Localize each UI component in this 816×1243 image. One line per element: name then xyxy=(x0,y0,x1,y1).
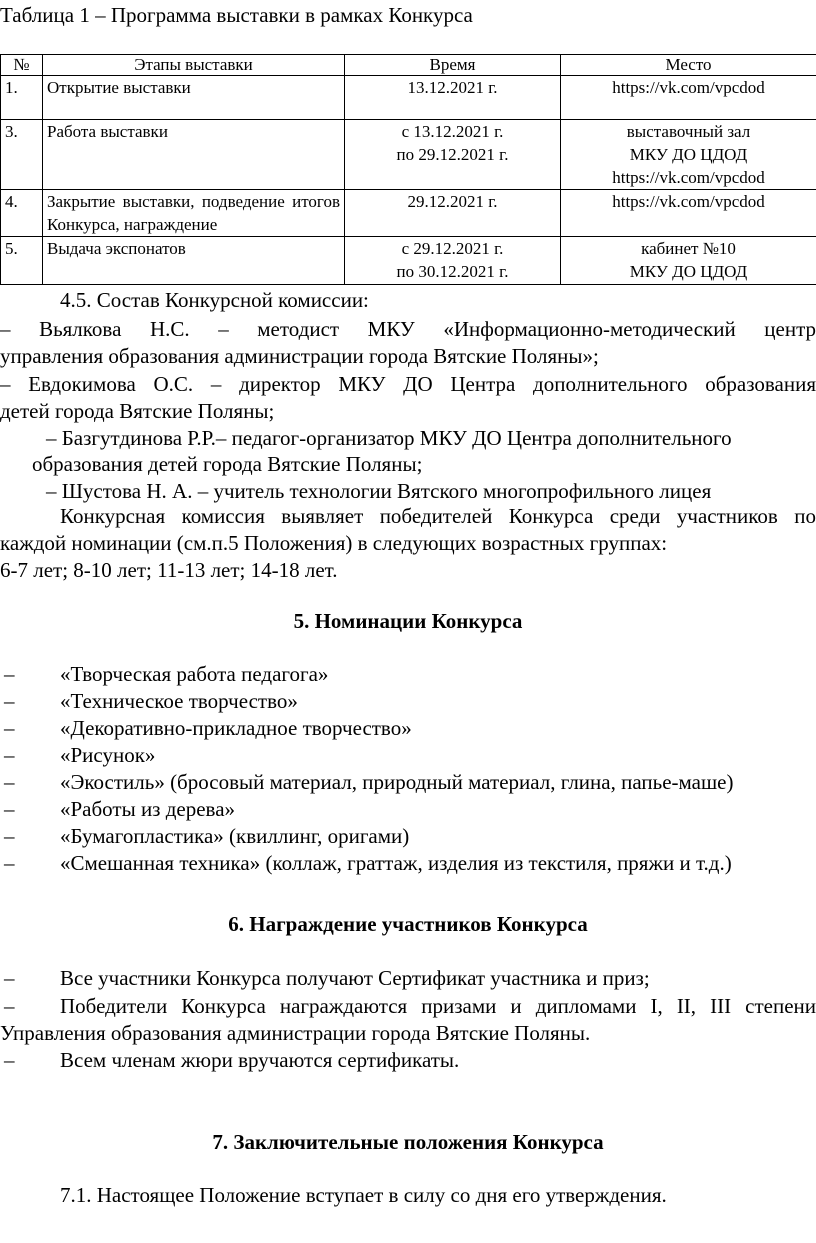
row-place xyxy=(561,237,816,285)
row-stage: Закрытие выставки, подведение итогов Конкурса, награждение xyxy=(43,190,345,237)
row-place xyxy=(561,76,816,120)
header-place: Место xyxy=(561,55,816,76)
section6-heading: 6. Награждение участников Конкурса xyxy=(228,912,588,936)
dash-bullet: – xyxy=(4,824,15,848)
row-time xyxy=(345,120,561,190)
commission-member-4-line1: – Шустова Н. А. – учитель технологии Вятского многопрофильного лицея xyxy=(46,479,712,503)
dash-bullet: – xyxy=(4,770,15,794)
nomination-item: «Декоративно-прикладное творчество» xyxy=(60,716,412,740)
exhibition-program-table xyxy=(0,54,816,285)
commission-member-3-line1: – Базгутдинова Р.Р.– педагог-организатор МКУ ДО Центра дополнительного xyxy=(46,426,732,450)
award-item-2-line1: Победители Конкурса награждаются призами и дипломами I, II, III степени xyxy=(60,994,816,1018)
row-place xyxy=(561,120,816,190)
nomination-item: «Творческая работа педагога» xyxy=(60,662,329,686)
time-line: с 13.12.2021 г. xyxy=(401,122,504,141)
row-stage: Работа выставки xyxy=(43,120,345,190)
commission-member-2-line1: – Евдокимова О.С. – директор МКУ ДО Центра дополнительного образования xyxy=(0,372,816,396)
nomination-item: «Смешанная техника» (коллаж, граттаж, изделия из текстиля, пряжи и т.д.) xyxy=(60,851,732,875)
place-line: https://vk.com/vpcdod xyxy=(612,192,765,211)
nomination-item: «Техническое творчество» xyxy=(60,689,298,713)
award-item-2-line2: Управления образования администрации города Вятские Поляны. xyxy=(0,1021,591,1045)
place-line: https://vk.com/vpcdod xyxy=(612,168,765,187)
row-num: 3. xyxy=(1,120,43,190)
row-place xyxy=(561,190,816,237)
time-line: 29.12.2021 г. xyxy=(407,192,498,211)
table-row xyxy=(1,237,816,285)
nomination-item: «Рисунок» xyxy=(60,743,156,767)
commission-member-2-line2: детей города Вятские Поляны; xyxy=(0,399,275,423)
dash-bullet: – xyxy=(4,994,15,1018)
table-header-row xyxy=(1,55,816,76)
dash-bullet: – xyxy=(4,662,15,686)
nomination-item: «Работы из дерева» xyxy=(60,797,236,821)
commission-member-1-line1: – Вьялкова Н.С. – методист МКУ «Информационно-методический центр xyxy=(0,317,816,341)
dash-bullet: – xyxy=(4,1048,15,1072)
row-num: 4. xyxy=(1,190,43,237)
header-num: № xyxy=(1,55,43,76)
table-row xyxy=(1,120,816,190)
row-stage: Открытие выставки xyxy=(43,76,345,120)
section5-heading: 5. Номинации Конкурса xyxy=(293,609,523,633)
age-text-line1: Конкурсная комиссия выявляет победителей Конкурса среди участников по xyxy=(60,504,816,528)
time-line: по 29.12.2021 г. xyxy=(396,145,509,164)
header-time: Время xyxy=(345,55,561,76)
table-row xyxy=(1,190,816,237)
nomination-item: «Бумагопластика» (квиллинг, оригами) xyxy=(60,824,410,848)
row-time xyxy=(345,76,561,120)
nomination-item: «Экостиль» (бросовый материал, природный материал, глина, папье-маше) xyxy=(60,770,734,794)
time-line: по 30.12.2021 г. xyxy=(396,262,509,281)
place-line: МКУ ДО ЦДОД xyxy=(629,262,748,281)
place-line: выставочный зал xyxy=(626,122,751,141)
place-line: МКУ ДО ЦДОД xyxy=(629,145,748,164)
row-num: 5. xyxy=(1,237,43,285)
award-item-1: Все участники Конкурса получают Сертификат участника и приз; xyxy=(60,966,650,990)
dash-bullet: – xyxy=(4,851,15,875)
age-groups: 6-7 лет; 8-10 лет; 11-13 лет; 14-18 лет. xyxy=(0,558,338,582)
header-stage: Этапы выставки xyxy=(43,55,345,76)
place-line: кабинет №10 xyxy=(641,239,736,258)
row-num: 1. xyxy=(1,76,43,120)
time-line: 13.12.2021 г. xyxy=(407,78,498,97)
commission-title: 4.5. Состав Конкурсной комиссии: xyxy=(60,288,369,312)
age-text-line2: каждой номинации (см.п.5 Положения) в следующих возрастных группах: xyxy=(0,531,668,555)
dash-bullet: – xyxy=(4,743,15,767)
commission-member-1-line2: управления образования администрации города Вятские Поляны»; xyxy=(0,344,599,368)
table-caption: Таблица 1 – Программа выставки в рамках Конкурса xyxy=(0,3,473,27)
time-line: с 29.12.2021 г. xyxy=(401,239,504,258)
award-item-3: Всем членам жюри вручаются сертификаты. xyxy=(60,1048,460,1072)
row-time xyxy=(345,190,561,237)
table-row xyxy=(1,76,816,120)
dash-bullet: – xyxy=(4,797,15,821)
row-stage: Выдача экспонатов xyxy=(43,237,345,285)
section7-heading: 7. Заключительные положения Конкурса xyxy=(212,1130,604,1154)
commission-member-3-line2: образования детей города Вятские Поляны; xyxy=(32,452,423,476)
section7-text: 7.1. Настоящее Положение вступает в силу со дня его утверждения. xyxy=(60,1183,667,1207)
dash-bullet: – xyxy=(4,716,15,740)
row-time xyxy=(345,237,561,285)
dash-bullet: – xyxy=(4,966,15,990)
place-line: https://vk.com/vpcdod xyxy=(612,78,765,97)
dash-bullet: – xyxy=(4,689,15,713)
